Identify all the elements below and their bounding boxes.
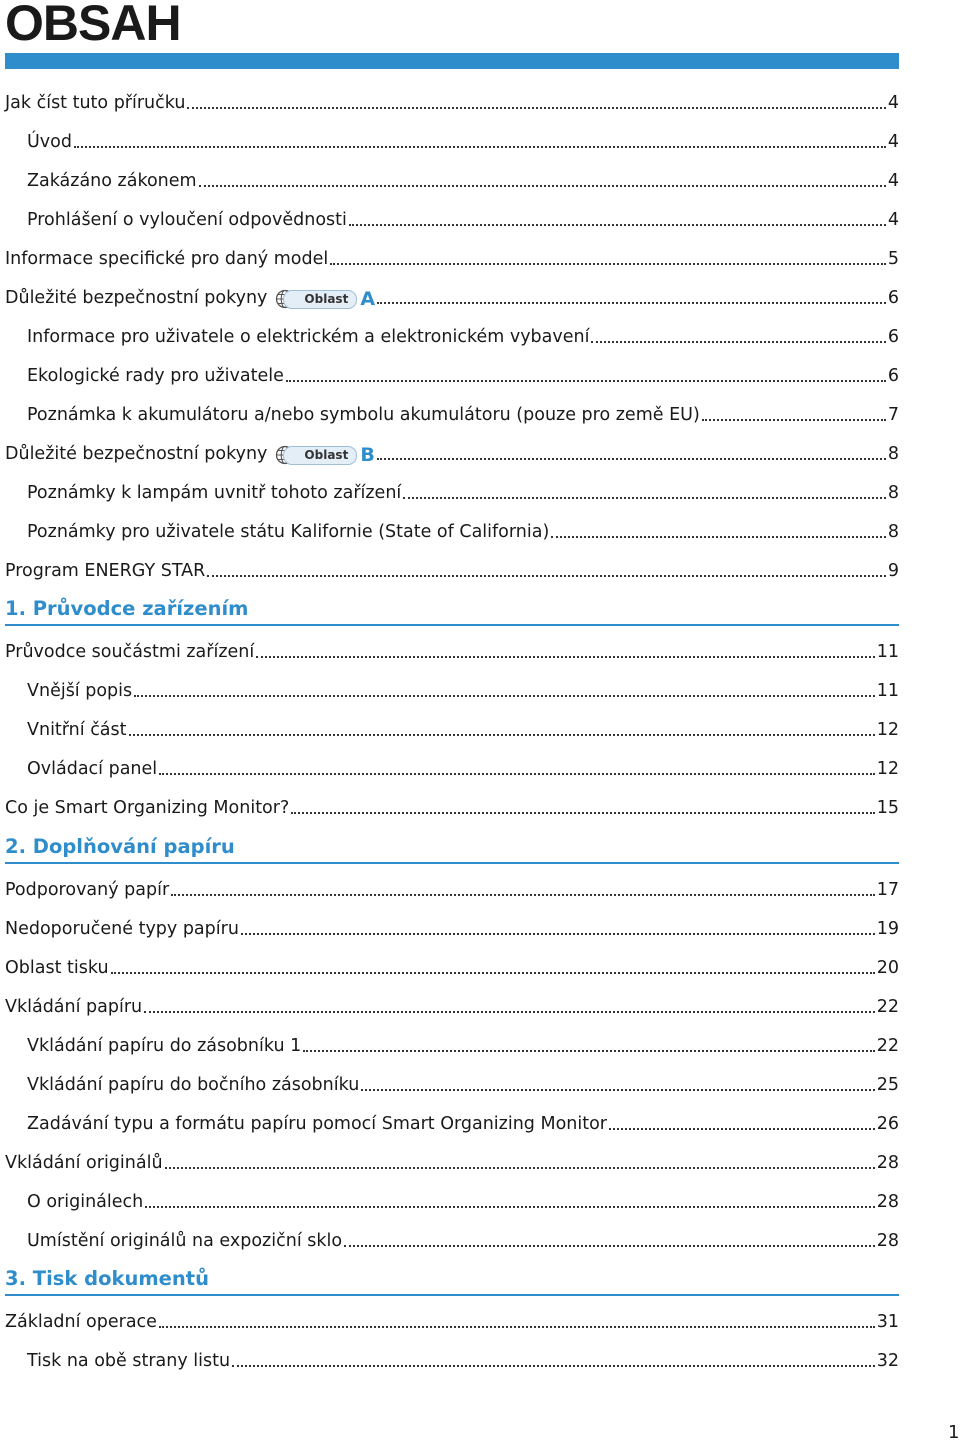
chapter-heading[interactable] bbox=[5, 1262, 899, 1296]
toc-entry-text-wrap bbox=[27, 365, 284, 387]
toc-subentry[interactable] bbox=[27, 125, 899, 153]
toc-page-number: 28 bbox=[876, 1153, 899, 1173]
toc-entry-title: O originálech bbox=[27, 1192, 144, 1212]
toc-page-number: 4 bbox=[887, 171, 899, 191]
toc-entry-text-wrap bbox=[5, 918, 239, 940]
toc-entry-title: Umístění originálů na expoziční sklo bbox=[27, 1231, 343, 1251]
toc-entry-title: Vnější popis bbox=[27, 681, 133, 701]
toc-page-number: 20 bbox=[876, 958, 899, 978]
toc-entry-text-wrap bbox=[27, 209, 347, 231]
toc-page-number: 28 bbox=[876, 1192, 899, 1212]
toc-entry[interactable] bbox=[5, 791, 899, 819]
title-underline-bar bbox=[5, 53, 899, 69]
toc-entry-title: Důležité bezpečnostní pokyny bbox=[5, 444, 268, 464]
toc-subentry[interactable] bbox=[27, 398, 899, 426]
toc-entry-title: Vkládání papíru bbox=[5, 997, 143, 1017]
toc-entry-text-wrap bbox=[5, 287, 375, 309]
toc-entry-title: Vkládání papíru do bočního zásobníku bbox=[27, 1075, 360, 1095]
toc-entry-title: Poznámka k akumulátoru a/nebo symbolu akumulátoru (pouze pro země EU) bbox=[27, 405, 700, 425]
toc-entry-text-wrap bbox=[27, 521, 549, 543]
toc-entry-text-wrap bbox=[5, 1152, 163, 1174]
toc-entry-text-wrap bbox=[5, 996, 142, 1018]
toc-entry-text-wrap bbox=[27, 1191, 143, 1213]
dot-leader bbox=[303, 1050, 874, 1052]
dot-leader bbox=[159, 773, 875, 775]
toc-entry[interactable] bbox=[5, 1146, 899, 1174]
toc-page-number: 8 bbox=[887, 522, 899, 542]
toc-entry-title: Důležité bezpečnostní pokyny bbox=[5, 288, 268, 308]
dot-leader bbox=[591, 341, 885, 343]
dot-leader bbox=[256, 656, 874, 658]
dot-leader bbox=[286, 380, 886, 382]
toc-entry-title: Zadávání typu a formátu papíru pomocí Smart Organizing Monitor bbox=[27, 1114, 607, 1134]
toc-page-number: 6 bbox=[887, 288, 899, 308]
toc-subentry[interactable] bbox=[27, 752, 899, 780]
dot-leader bbox=[551, 536, 886, 538]
dot-leader bbox=[349, 224, 886, 226]
toc-page-number: 28 bbox=[876, 1231, 899, 1251]
toc-entry-text-wrap bbox=[5, 92, 185, 114]
dot-leader bbox=[344, 1245, 875, 1247]
toc-page-number: 12 bbox=[876, 720, 899, 740]
toc-entry[interactable] bbox=[5, 873, 899, 901]
dot-leader bbox=[377, 302, 886, 304]
region-badge bbox=[273, 289, 375, 309]
toc-subentry[interactable] bbox=[27, 320, 899, 348]
toc-entry-text-wrap bbox=[27, 1113, 607, 1135]
toc-entry-title: Program ENERGY STAR bbox=[5, 561, 206, 581]
toc-subentry[interactable] bbox=[27, 1185, 899, 1213]
toc-subentry[interactable] bbox=[27, 1344, 899, 1372]
toc-entry[interactable] bbox=[5, 554, 899, 582]
dot-leader bbox=[199, 185, 886, 187]
toc-entry[interactable] bbox=[5, 1305, 899, 1333]
region-badge-letter: B bbox=[360, 444, 375, 466]
toc-entry-title: Jak číst tuto příručku bbox=[5, 93, 186, 113]
toc-entry-text-wrap bbox=[5, 797, 289, 819]
toc-page-number: 4 bbox=[887, 132, 899, 152]
toc-entry-title: Vnitřní část bbox=[27, 720, 127, 740]
toc-entry[interactable] bbox=[5, 437, 899, 465]
toc-page-number: 15 bbox=[876, 798, 899, 818]
toc-page-number: 11 bbox=[876, 681, 899, 701]
toc-entry-text-wrap bbox=[27, 1035, 301, 1057]
toc-subentry[interactable] bbox=[27, 674, 899, 702]
toc-page-number: 19 bbox=[876, 919, 899, 939]
toc-entry-title: Vkládání papíru do zásobníku 1 bbox=[27, 1036, 302, 1056]
toc-entry[interactable] bbox=[5, 912, 899, 940]
toc-entry-title: Průvodce součástmi zařízení bbox=[5, 642, 255, 662]
toc-subentry[interactable] bbox=[27, 203, 899, 231]
toc-entry-text-wrap bbox=[5, 879, 169, 901]
dot-leader bbox=[207, 575, 886, 577]
toc-page-number: 12 bbox=[876, 759, 899, 779]
toc-entry[interactable] bbox=[5, 86, 899, 114]
toc-entry-title: Ovládací panel bbox=[27, 759, 158, 779]
toc-entry-text-wrap bbox=[27, 1074, 359, 1096]
toc-page-number: 6 bbox=[887, 327, 899, 347]
toc-page-number: 5 bbox=[887, 249, 899, 269]
toc-subentry[interactable] bbox=[27, 164, 899, 192]
toc-entry-title: Informace pro uživatele o elektrickém a elektronickém vybavení bbox=[27, 327, 590, 347]
toc-entry-text-wrap bbox=[27, 680, 132, 702]
toc-page-number: 26 bbox=[876, 1114, 899, 1134]
toc-entry-text-wrap bbox=[27, 326, 589, 348]
dot-leader bbox=[377, 458, 886, 460]
toc-entry-text-wrap bbox=[27, 131, 72, 153]
toc-entry-title: Prohlášení o vyloučení odpovědnosti bbox=[27, 210, 347, 230]
toc-entry-text-wrap bbox=[27, 758, 157, 780]
toc-entry-title: Informace specifické pro daný model bbox=[5, 249, 329, 269]
toc-entry-title: Poznámky k lampám uvnitř tohoto zařízení bbox=[27, 483, 402, 503]
toc-subentry[interactable] bbox=[27, 476, 899, 504]
toc-page-number: 17 bbox=[876, 880, 899, 900]
chapter-heading-text: 1. Průvodce zařízením bbox=[5, 597, 249, 620]
toc-subentry[interactable] bbox=[27, 359, 899, 387]
toc-page-number: 22 bbox=[876, 997, 899, 1017]
toc-entry-title: Zakázáno zákonem bbox=[27, 171, 197, 191]
toc-page-number: 22 bbox=[876, 1036, 899, 1056]
dot-leader bbox=[232, 1365, 875, 1367]
toc-entry-text-wrap bbox=[5, 957, 109, 979]
toc-entry[interactable] bbox=[5, 990, 899, 1018]
dot-leader bbox=[403, 497, 886, 499]
dot-leader bbox=[134, 695, 875, 697]
toc-entry[interactable] bbox=[5, 242, 899, 270]
region-badge bbox=[273, 445, 374, 465]
dot-leader bbox=[74, 146, 886, 148]
toc-entry-title: Vkládání originálů bbox=[5, 1153, 163, 1173]
chapter-heading[interactable] bbox=[5, 592, 899, 626]
page-number: 1 bbox=[948, 1422, 960, 1443]
dot-leader bbox=[144, 1011, 875, 1013]
dot-leader bbox=[111, 972, 875, 974]
region-badge-label: Oblast bbox=[283, 290, 357, 309]
toc-page-number: 25 bbox=[876, 1075, 899, 1095]
toc-entry-title: Ekologické rady pro uživatele bbox=[27, 366, 284, 386]
region-badge-letter: A bbox=[360, 288, 376, 310]
page-title: OBSAH bbox=[5, 0, 181, 51]
toc-entry-text-wrap bbox=[5, 1311, 157, 1333]
toc-page-number: 6 bbox=[887, 366, 899, 386]
toc-subentry[interactable] bbox=[27, 1107, 899, 1135]
dot-leader bbox=[702, 419, 886, 421]
dot-leader bbox=[145, 1206, 874, 1208]
toc-entry[interactable] bbox=[5, 281, 899, 309]
toc-page-number: 32 bbox=[876, 1351, 899, 1371]
toc-subentry[interactable] bbox=[27, 1224, 899, 1252]
toc-entry-text-wrap bbox=[27, 404, 700, 426]
dot-leader bbox=[291, 812, 874, 814]
dot-leader bbox=[609, 1128, 875, 1130]
toc-entry-title: Tisk na obě strany listu bbox=[27, 1351, 231, 1371]
toc-entry-title: Podporovaný papír bbox=[5, 880, 170, 900]
region-badge-label: Oblast bbox=[283, 446, 357, 465]
toc-entry-text-wrap bbox=[27, 1230, 342, 1252]
dot-leader bbox=[330, 263, 886, 265]
toc-entry-text-wrap bbox=[27, 1350, 230, 1372]
dot-leader bbox=[159, 1326, 875, 1328]
toc-entry[interactable] bbox=[5, 951, 899, 979]
toc-entry-text-wrap bbox=[5, 641, 254, 663]
dot-leader bbox=[241, 933, 875, 935]
toc-subentry[interactable] bbox=[27, 515, 899, 543]
toc-entry-text-wrap bbox=[5, 560, 205, 582]
dot-leader bbox=[171, 894, 875, 896]
toc-page-number: 4 bbox=[887, 210, 899, 230]
toc-entry-text-wrap bbox=[27, 170, 197, 192]
toc-page-number: 11 bbox=[876, 642, 899, 662]
toc-page-number: 4 bbox=[887, 93, 899, 113]
toc-entry[interactable] bbox=[5, 635, 899, 663]
chapter-heading-text: 2. Doplňování papíru bbox=[5, 835, 235, 858]
dot-leader bbox=[165, 1167, 875, 1169]
dot-leader bbox=[187, 107, 885, 109]
toc-entry-title: Oblast tisku bbox=[5, 958, 109, 978]
chapter-heading-text: 3. Tisk dokumentů bbox=[5, 1267, 209, 1290]
toc-entry-title: Poznámky pro uživatele státu Kalifornie (State of California) bbox=[27, 522, 550, 542]
dot-leader bbox=[361, 1089, 874, 1091]
toc-page-number: 9 bbox=[887, 561, 899, 581]
chapter-heading[interactable] bbox=[5, 830, 899, 864]
toc-entry-text-wrap bbox=[5, 443, 375, 465]
toc-page-number: 7 bbox=[887, 405, 899, 425]
toc-page-number: 8 bbox=[887, 483, 899, 503]
toc-page-number: 8 bbox=[887, 444, 899, 464]
toc-entry-title: Nedoporučené typy papíru bbox=[5, 919, 239, 939]
toc-entry-title: Co je Smart Organizing Monitor? bbox=[5, 798, 290, 818]
toc-entry-title: Základní operace bbox=[5, 1312, 157, 1332]
toc-subentry[interactable] bbox=[27, 1068, 899, 1096]
toc-page-number: 31 bbox=[876, 1312, 899, 1332]
toc-subentry[interactable] bbox=[27, 713, 899, 741]
toc-entry-text-wrap bbox=[27, 482, 401, 504]
toc-entry-title: Úvod bbox=[27, 132, 72, 152]
toc-entry-text-wrap bbox=[5, 248, 328, 270]
toc-entry-text-wrap bbox=[27, 719, 127, 741]
dot-leader bbox=[129, 734, 875, 736]
toc-subentry[interactable] bbox=[27, 1029, 899, 1057]
